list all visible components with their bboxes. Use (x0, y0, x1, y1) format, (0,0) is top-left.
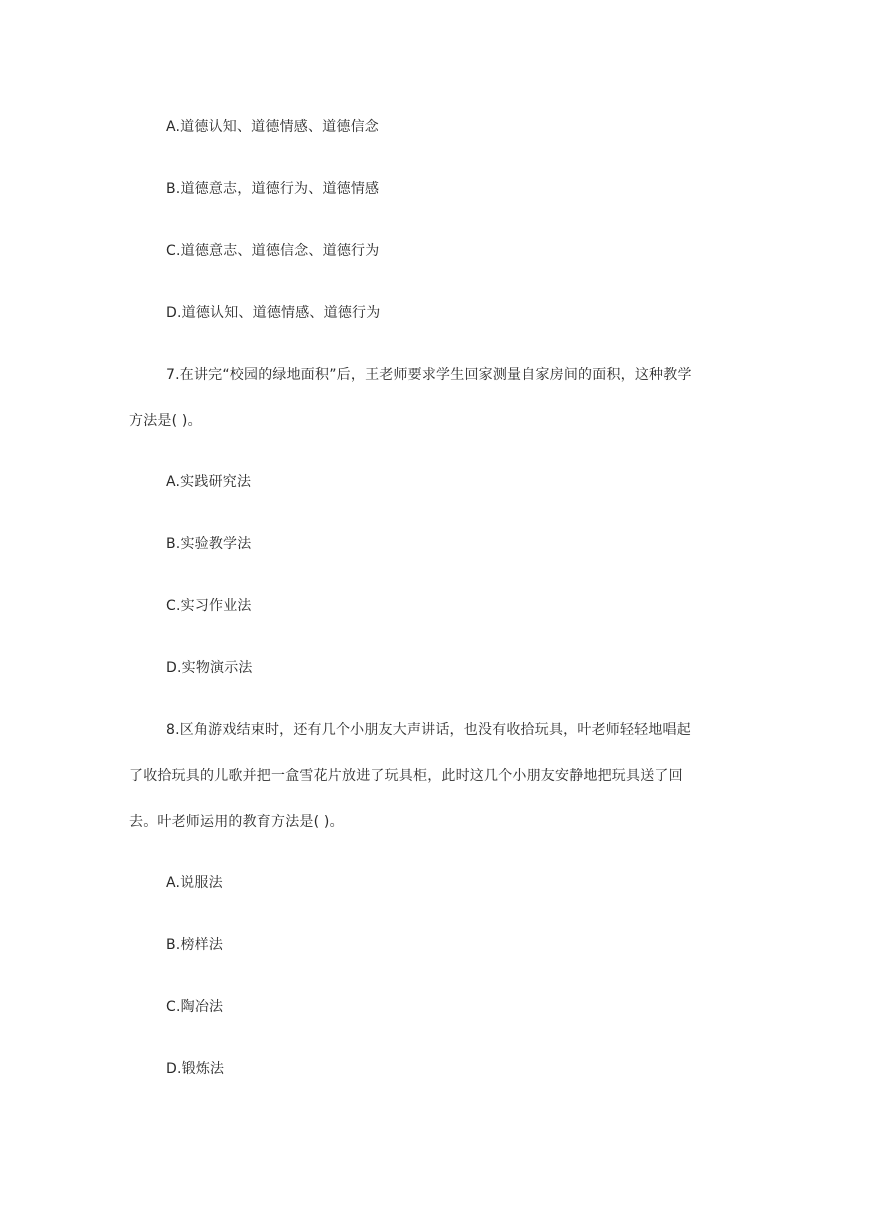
q6-option-c: C.道德意志、道德信念、道德行为 (166, 243, 380, 259)
q7-option-c: C.实习作业法 (166, 598, 252, 614)
q8-stem-line-2: 了收拾玩具的儿歌并把一盒雪花片放进了玩具柜，此时这几个小朋友安静地把玩具送了回 (129, 768, 683, 784)
q8-stem-line-3: 去。叶老师运用的教育方法是( )。 (129, 814, 344, 830)
q7-option-a: A.实践研究法 (166, 474, 252, 490)
q7-stem-line-1: 7.在讲完“校园的绿地面积”后，王老师要求学生回家测量自家房间的面积，这种教学 (166, 367, 692, 383)
q6-option-b: B.道德意志，道德行为、道德情感 (166, 181, 380, 197)
q8-option-c: C.陶冶法 (166, 999, 224, 1015)
q7-option-b: B.实验教学法 (166, 536, 252, 552)
q8-option-b: B.榜样法 (166, 937, 224, 953)
q7-stem-line-2: 方法是( )。 (129, 413, 202, 429)
q8-option-d: D.锻炼法 (166, 1061, 225, 1077)
q6-option-a: A.道德认知、道德情感、道德信念 (166, 119, 379, 135)
q8-option-a: A.说服法 (166, 875, 223, 891)
q7-option-d: D.实物演示法 (166, 660, 253, 676)
q6-option-d: D.道德认知、道德情感、道德行为 (166, 305, 381, 321)
q8-stem-line-1: 8.区角游戏结束时，还有几个小朋友大声讲话，也没有收拾玩具，叶老师轻轻地唱起 (166, 722, 691, 738)
